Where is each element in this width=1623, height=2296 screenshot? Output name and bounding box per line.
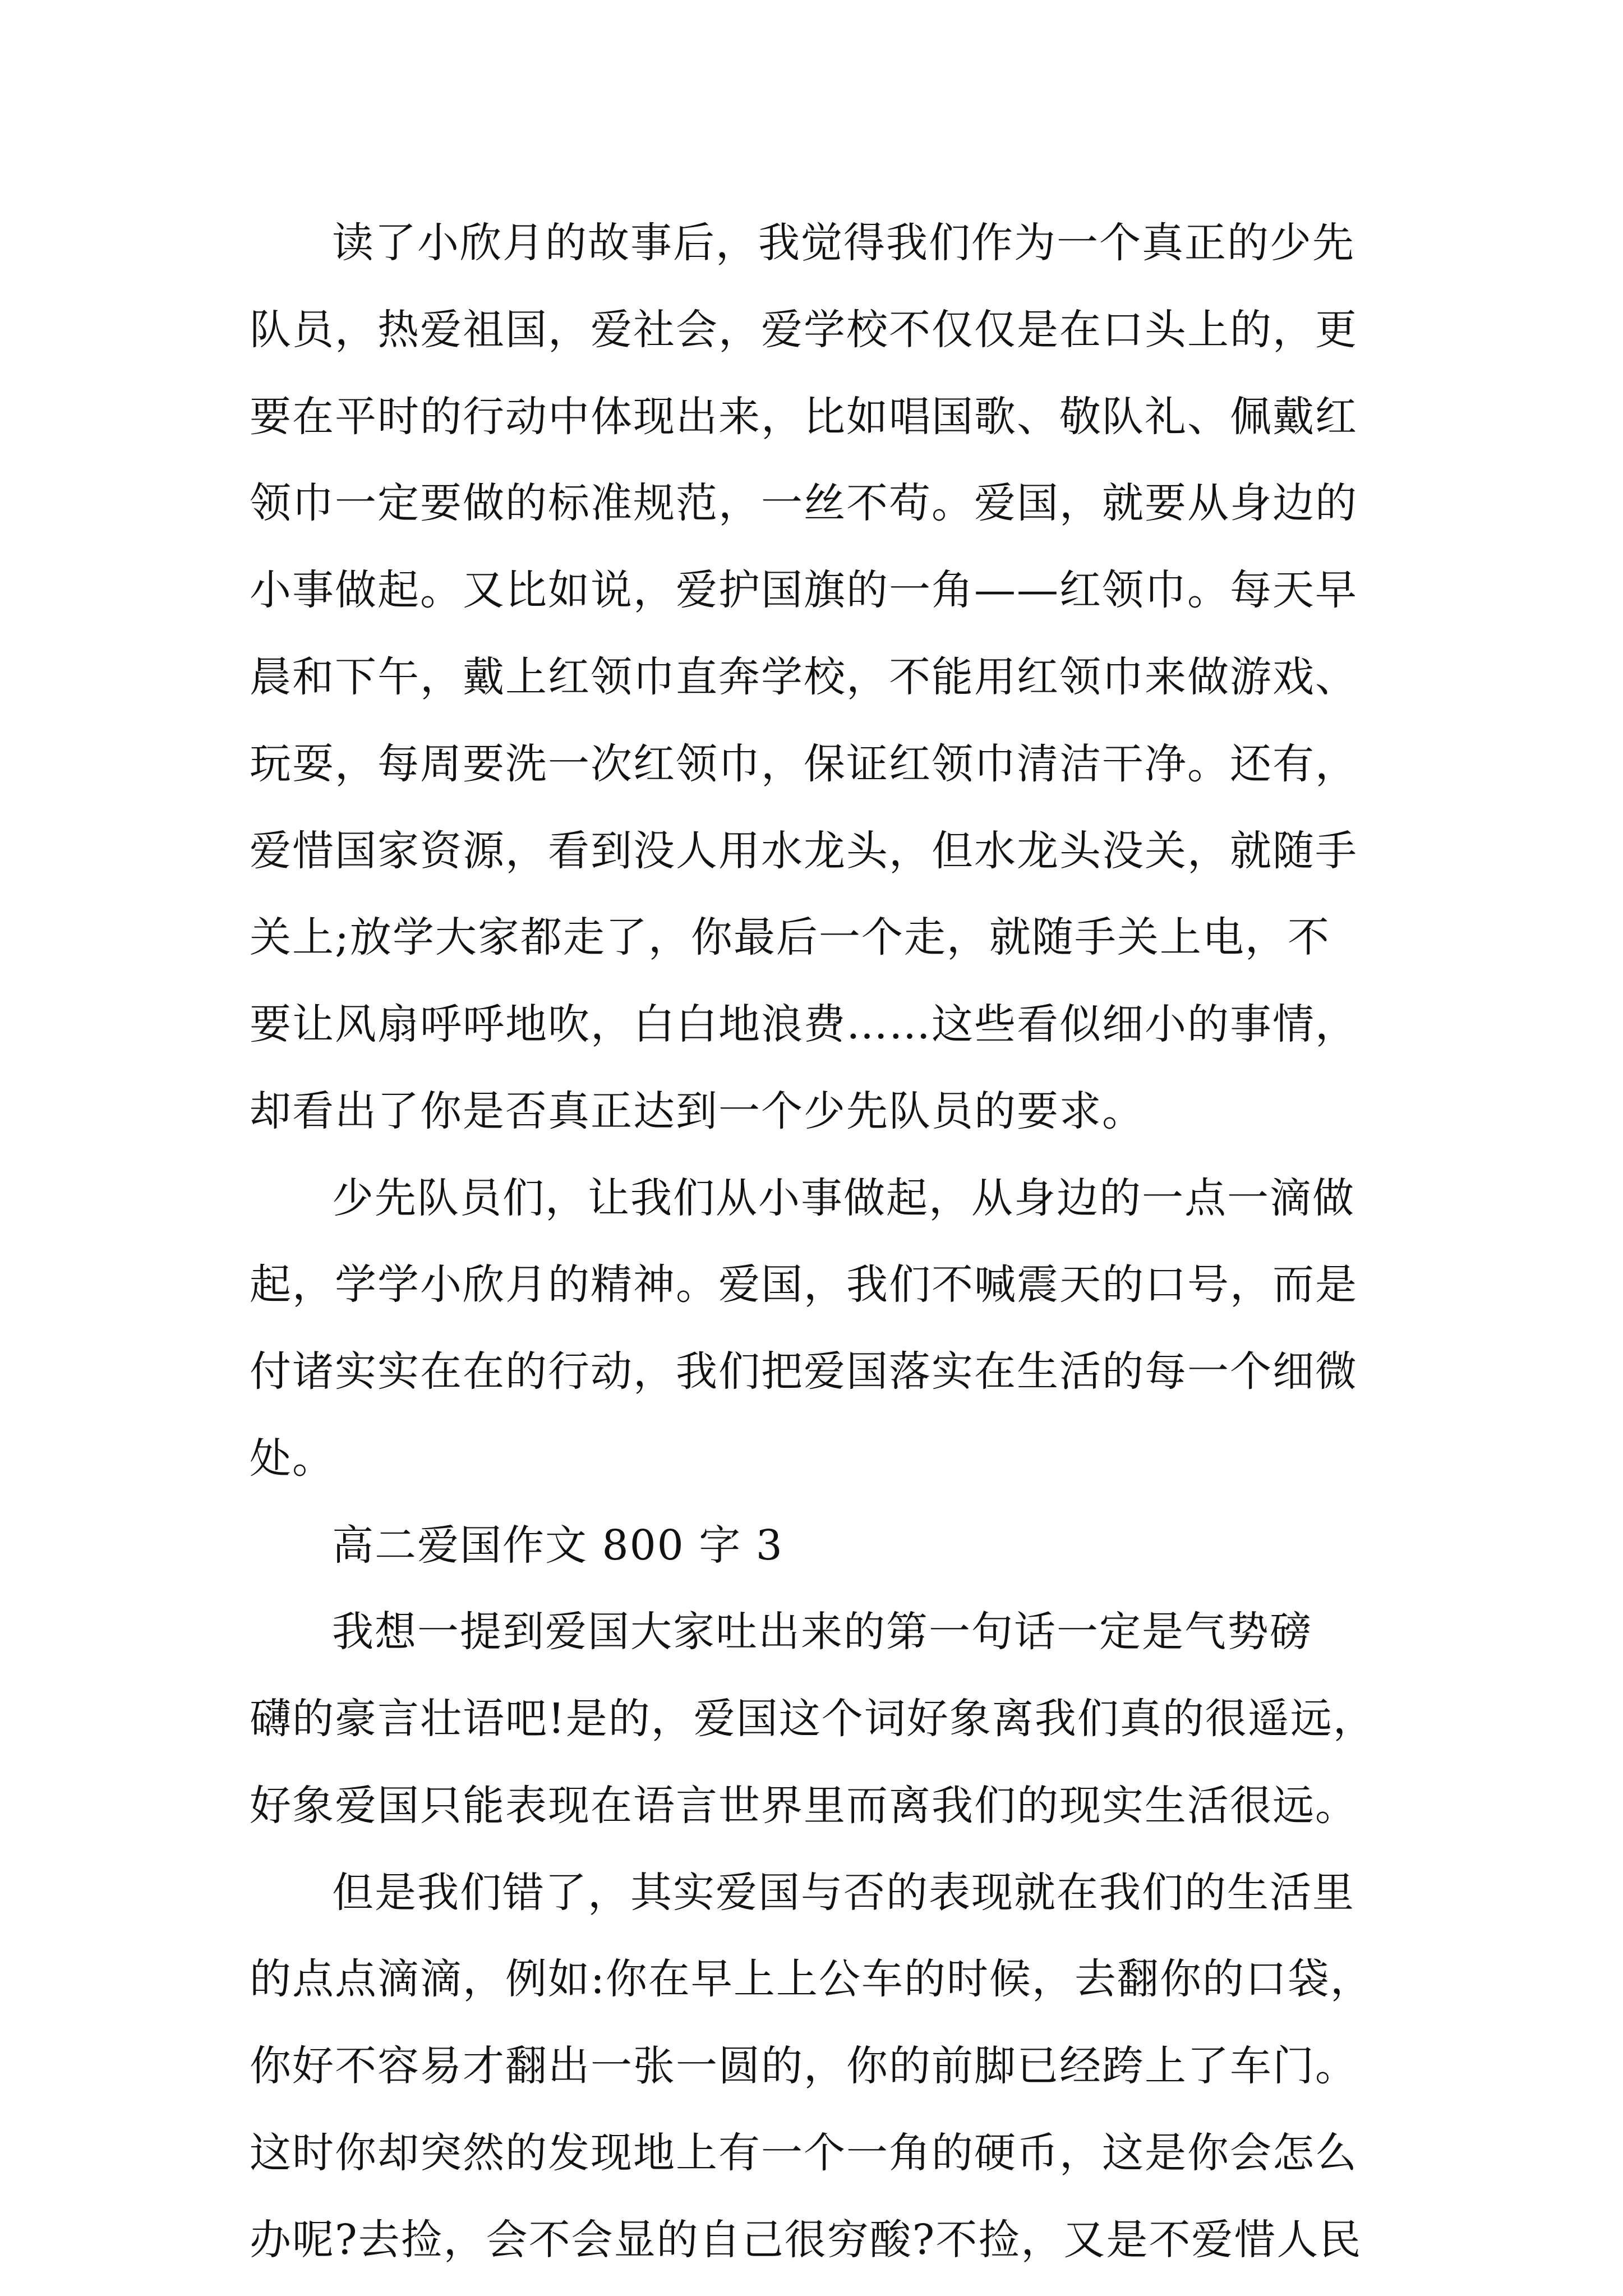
paragraph-line-2: 队员，热爱祖国，爱社会，爱学校不仅仅是在口头上的，更 bbox=[250, 306, 1358, 354]
paragraph-line-21: 你好不容易才翻出一张一圆的，你的前脚已经跨上了车门。 bbox=[250, 2042, 1358, 2090]
paragraph-line-6: 晨和下午，戴上红领巾直奔学校，不能用红领巾来做游戏、 bbox=[250, 653, 1358, 701]
paragraph-line-11: 却看出了你是否真正达到一个少先队员的要求。 bbox=[250, 1087, 1145, 1135]
paragraph-line-1: 读了小欣月的故事后，我觉得我们作为一个真正的少先 bbox=[332, 219, 1355, 267]
paragraph-line-20: 的点点滴滴，例如:你在早上上公车的时候，去翻你的口袋， bbox=[250, 1955, 1373, 2003]
paragraph-line-8: 爱惜国家资源，看到没人用水龙头，但水龙头没关，就随手 bbox=[250, 827, 1358, 875]
paragraph-line-14: 付诸实实在在的行动，我们把爱国落实在生活的每一个细微 bbox=[250, 1347, 1358, 1396]
paragraph-line-10: 要让风扇呼呼地吹，白白地浪费……这些看似细小的事情， bbox=[250, 1000, 1358, 1048]
paragraph-line-3: 要在平时的行动中体现出来，比如唱国歌、敬队礼、佩戴红 bbox=[250, 393, 1358, 441]
paragraph-line-5: 小事做起。又比如说，爱护国旗的一角——红领巾。每天早 bbox=[250, 566, 1358, 614]
section-heading: 高二爱国作文 800 字 3 bbox=[332, 1521, 783, 1570]
paragraph-line-18: 好象爱国只能表现在语言世界里而离我们的现实生活很远。 bbox=[250, 1782, 1358, 1830]
paragraph-line-7: 玩耍，每周要洗一次红领巾，保证红领巾清洁干净。还有， bbox=[250, 740, 1358, 788]
paragraph-line-12: 少先队员们，让我们从小事做起，从身边的一点一滴做 bbox=[332, 1174, 1355, 1222]
paragraph-line-16: 我想一提到爱国大家吐出来的第一句话一定是气势磅 bbox=[332, 1608, 1312, 1656]
paragraph-line-17: 礴的豪言壮语吧!是的，爱国这个词好象离我们真的很遥远， bbox=[250, 1695, 1376, 1743]
paragraph-line-15: 处。 bbox=[250, 1434, 335, 1483]
paragraph-line-4: 领巾一定要做的标准规范，一丝不苟。爱国，就要从身边的 bbox=[250, 479, 1358, 527]
paragraph-line-19: 但是我们错了，其实爱国与否的表现就在我们的生活里 bbox=[332, 1869, 1355, 1917]
paragraph-line-9: 关上;放学大家都走了，你最后一个走，就随手关上电，不 bbox=[250, 913, 1330, 961]
paragraph-line-13: 起，学学小欣月的精神。爱国，我们不喊震天的口号，而是 bbox=[250, 1260, 1358, 1309]
paragraph-line-23: 办呢?去捡，会不会显的自己很穷酸?不捡，又是不爱惜人民 bbox=[250, 2216, 1362, 2264]
paragraph-line-22: 这时你却突然的发现地上有一个一角的硬币，这是你会怎么 bbox=[250, 2129, 1358, 2177]
